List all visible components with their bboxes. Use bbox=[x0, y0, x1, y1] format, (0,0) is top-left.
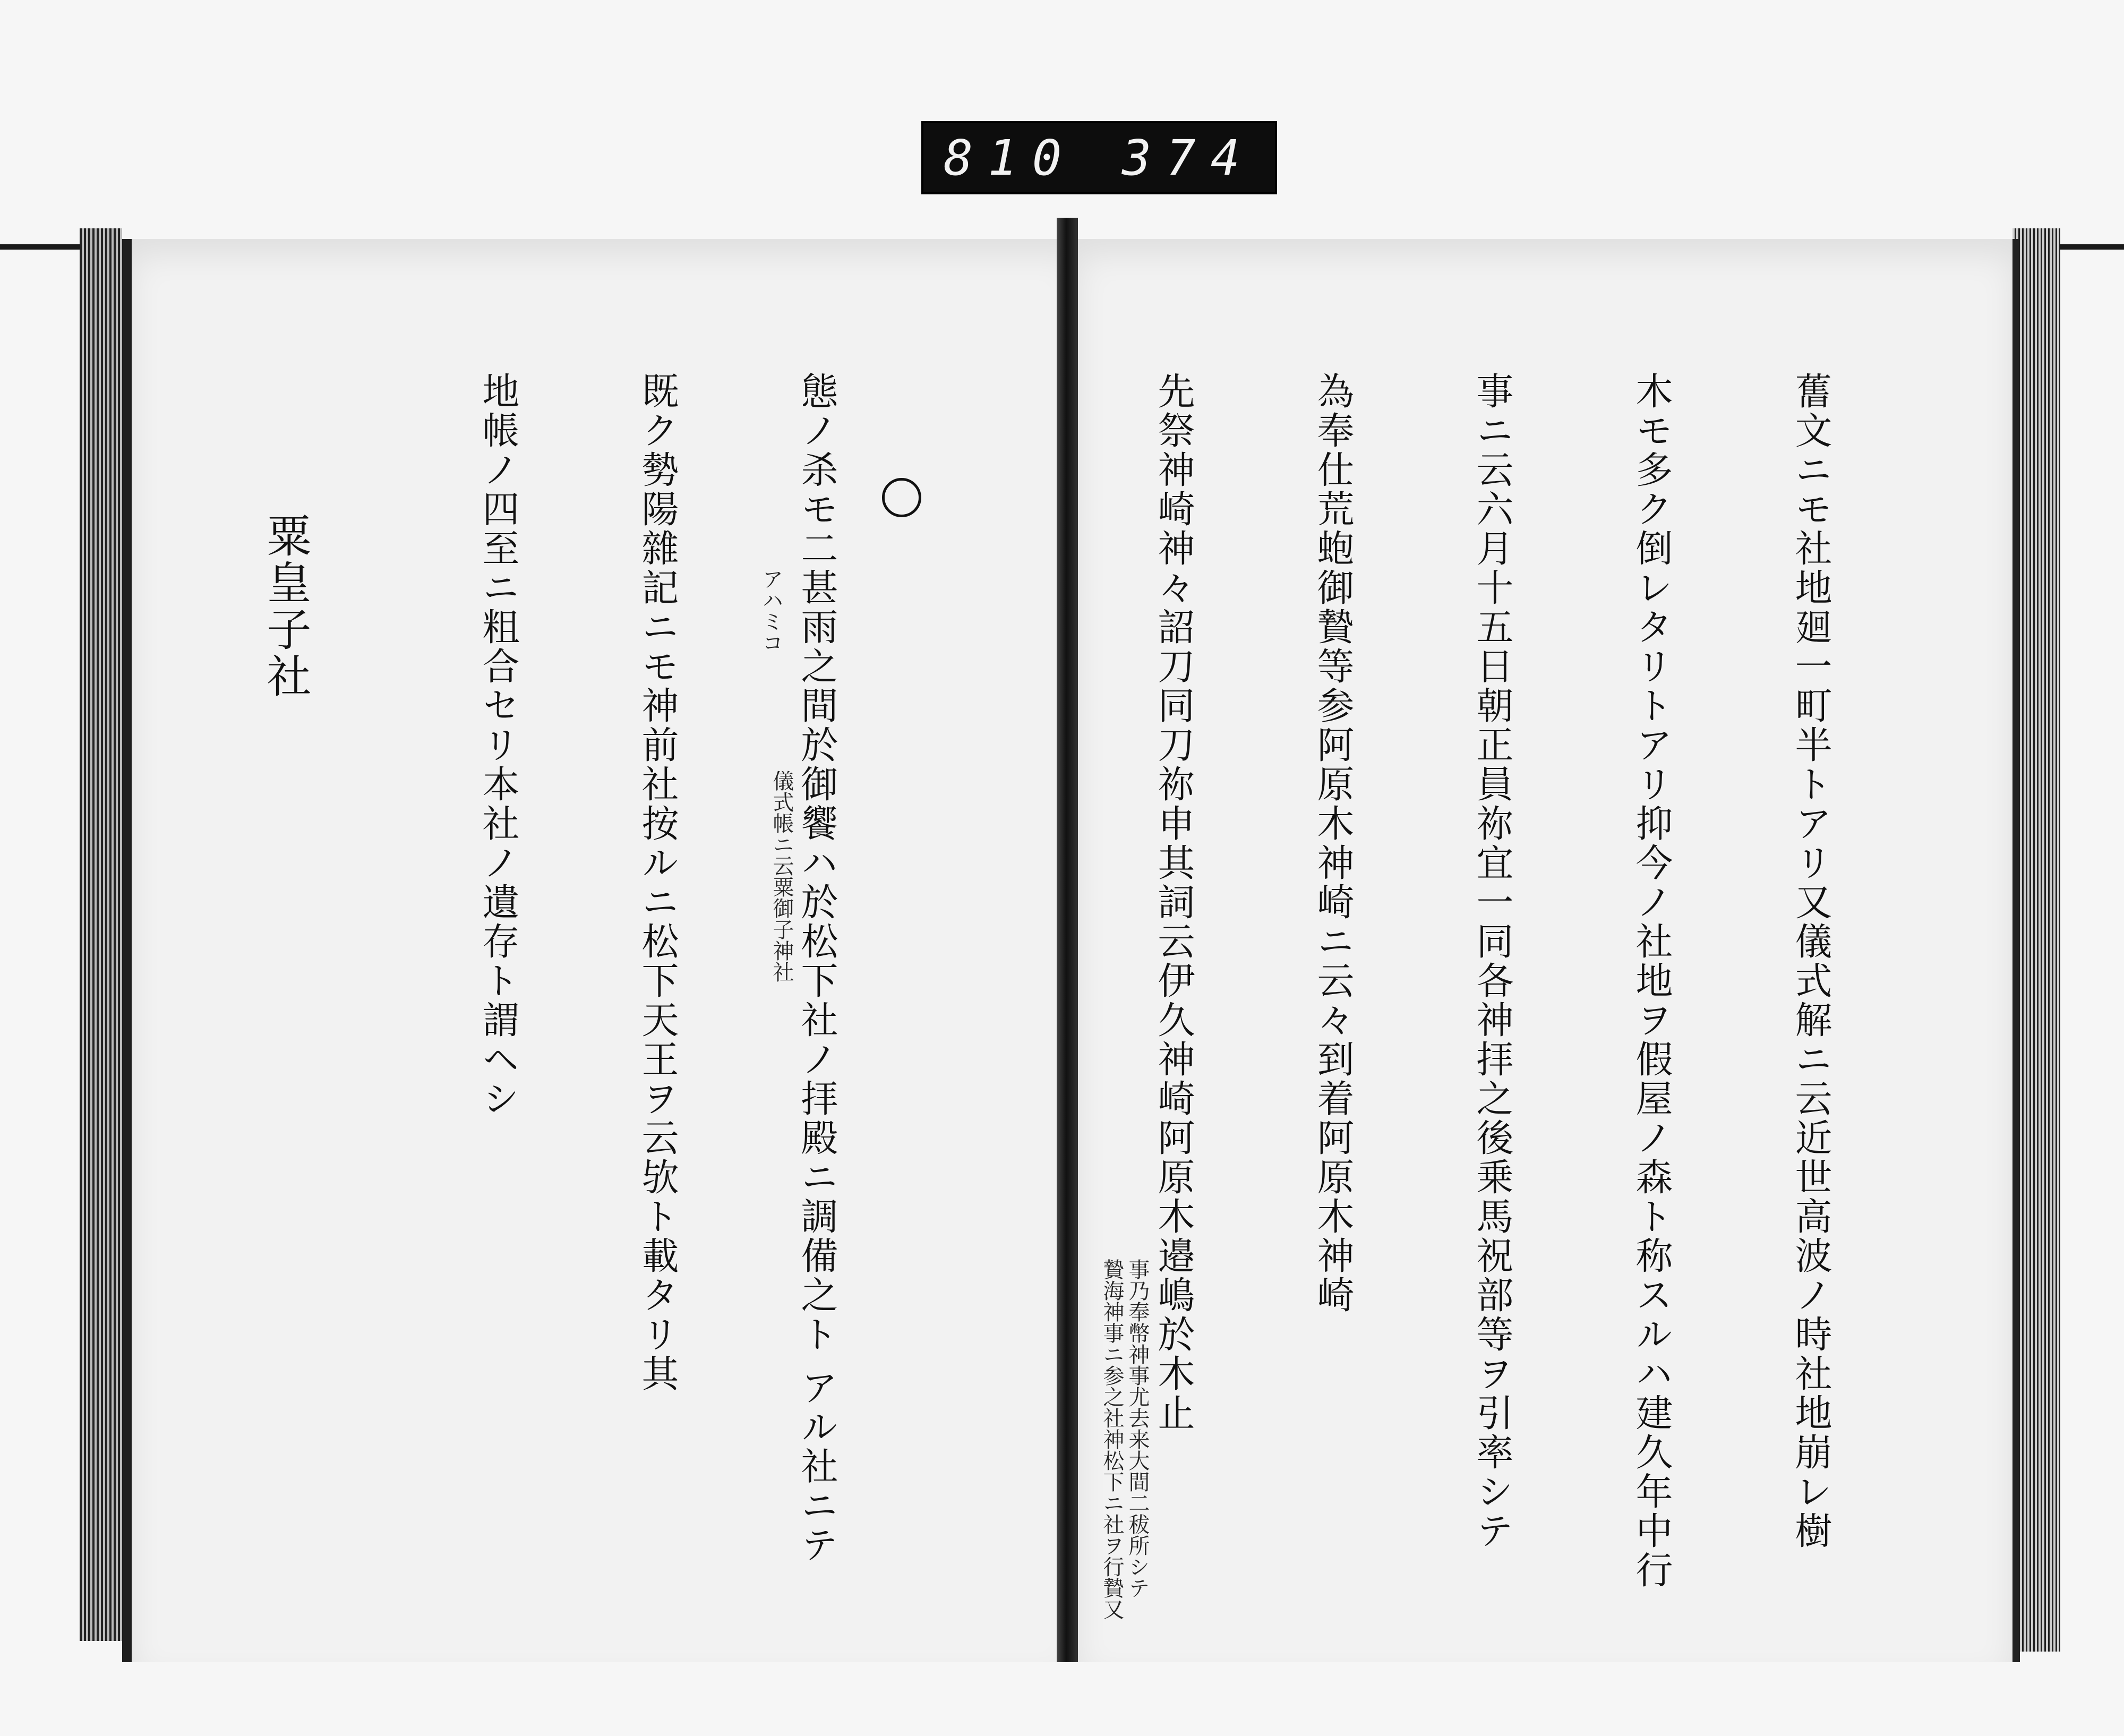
label-left-number: 810 bbox=[944, 129, 1077, 186]
left-page-text bbox=[122, 372, 949, 1625]
page-stack-left bbox=[80, 228, 122, 1641]
text-line: 既ク勢陽雜記ニモ神前社按ルニ松下天王ヲ云欤ト載タリ其 bbox=[636, 372, 679, 1393]
heading-text: 粟皇子社 bbox=[260, 512, 312, 700]
text-line: 事ニ云六月十五日朝正員祢宜一同各神拝之後乗馬祝部等ヲ引率シテ bbox=[1470, 372, 1514, 1551]
text-line: 為奉仕荒蚫御贄等参阿原木神崎ニ云々到着阿原木神崎 bbox=[1311, 372, 1355, 1315]
text-line: 先祭神崎神々詔刀同刀祢申其詞云伊久神崎阿原木邉嶋於木止 bbox=[1152, 372, 1195, 1433]
right-page-note: 事乃奉幣神事尤去来大間二秡所シテ 贄海神事ニ参之社神松下ニ社ヲ行贄又 bbox=[1100, 1259, 1150, 1620]
archive-label bbox=[921, 121, 1277, 194]
section-heading bbox=[206, 382, 365, 1625]
right-page bbox=[1078, 239, 2020, 1662]
right-page-text bbox=[1078, 372, 1943, 1625]
label-right-number: 374 bbox=[1121, 129, 1255, 186]
open-book bbox=[0, 207, 2124, 1736]
book-gutter bbox=[1057, 218, 1078, 1662]
text-line: 木モ多ク倒レタリトアリ抑今ノ社地ヲ假屋ノ森ト称スルハ建久年中行 bbox=[1630, 372, 1673, 1590]
heading-note: 儀式帳ニ云粟御子神社 bbox=[769, 770, 794, 982]
text-line: 地帳ノ四至ニ粗合セリ本社ノ遺存ト謂ヘシ bbox=[476, 372, 520, 1118]
left-page bbox=[122, 239, 1077, 1662]
text-line: 態ノ杀モ二甚雨之間於御饗ハ於松下社ノ拝殿ニ調備之ト アル社ニテ bbox=[795, 372, 838, 1565]
text-line: 𦾔文ニモ社地廻一町半トアリ又儀式解ニ云近世高波ノ時社地崩レ樹 bbox=[1789, 372, 1832, 1551]
heading-ruby: アハミコ bbox=[759, 568, 783, 653]
